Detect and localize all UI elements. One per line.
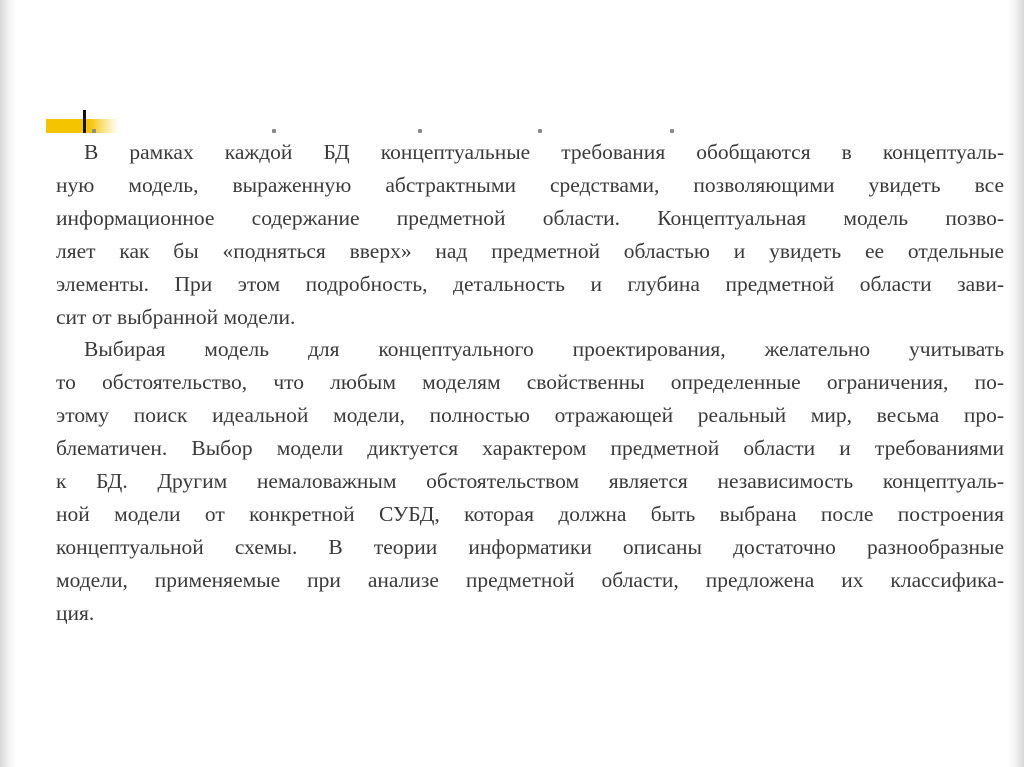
text-line: ция. <box>56 600 95 625</box>
text-line: блематичен. Выбор модели диктуется характером предметной области и требованиями <box>56 436 1004 461</box>
text-line: ной модели от конкретной СУБД, которая должна быть выбрана после построения <box>56 501 1004 526</box>
text-line: ную модель, выраженную абстрактными средствами, позволяющими увидеть все <box>56 172 1004 197</box>
slide-right-shadow <box>1008 0 1024 767</box>
text-line: В рамках каждой БД концептуальные требования обобщаются в концептуаль- <box>84 140 1004 164</box>
slide-left-shadow <box>0 0 16 767</box>
text-line: концептуальной схемы. В теории информатики описаны достаточно разнообразные <box>56 534 1004 559</box>
paragraph-2 <box>56 333 1004 629</box>
text-line: этому поиск идеальной модели, полностью отражающей реальный мир, весьма про- <box>56 403 1004 428</box>
text-line: ляет как бы «подняться вверх» над предметной областью и увидеть ее отдельные <box>56 238 1004 263</box>
text-line: элементы. При этом подробность, детальность и глубина предметной области зави- <box>56 271 1004 296</box>
cropped-text-line <box>86 127 676 133</box>
text-line: Выбирая модель для концептуального проектирования, желательно учитывать <box>84 337 1004 362</box>
text-line: то обстоятельство, что любым моделям свойственны определенные ограничения, по- <box>56 370 1004 395</box>
document-text <box>56 136 1004 630</box>
text-line: к БД. Другим немаловажным обстоятельством является независимость концептуаль- <box>56 469 1004 494</box>
paragraph-1 <box>56 136 1004 333</box>
text-line: информационное содержание предметной области. Концептуальная модель позво- <box>56 205 1004 230</box>
text-line: сит от выбранной модели. <box>56 304 296 329</box>
text-line: модели, применяемые при анализе предметной области, предложена их классифика- <box>56 567 1004 592</box>
